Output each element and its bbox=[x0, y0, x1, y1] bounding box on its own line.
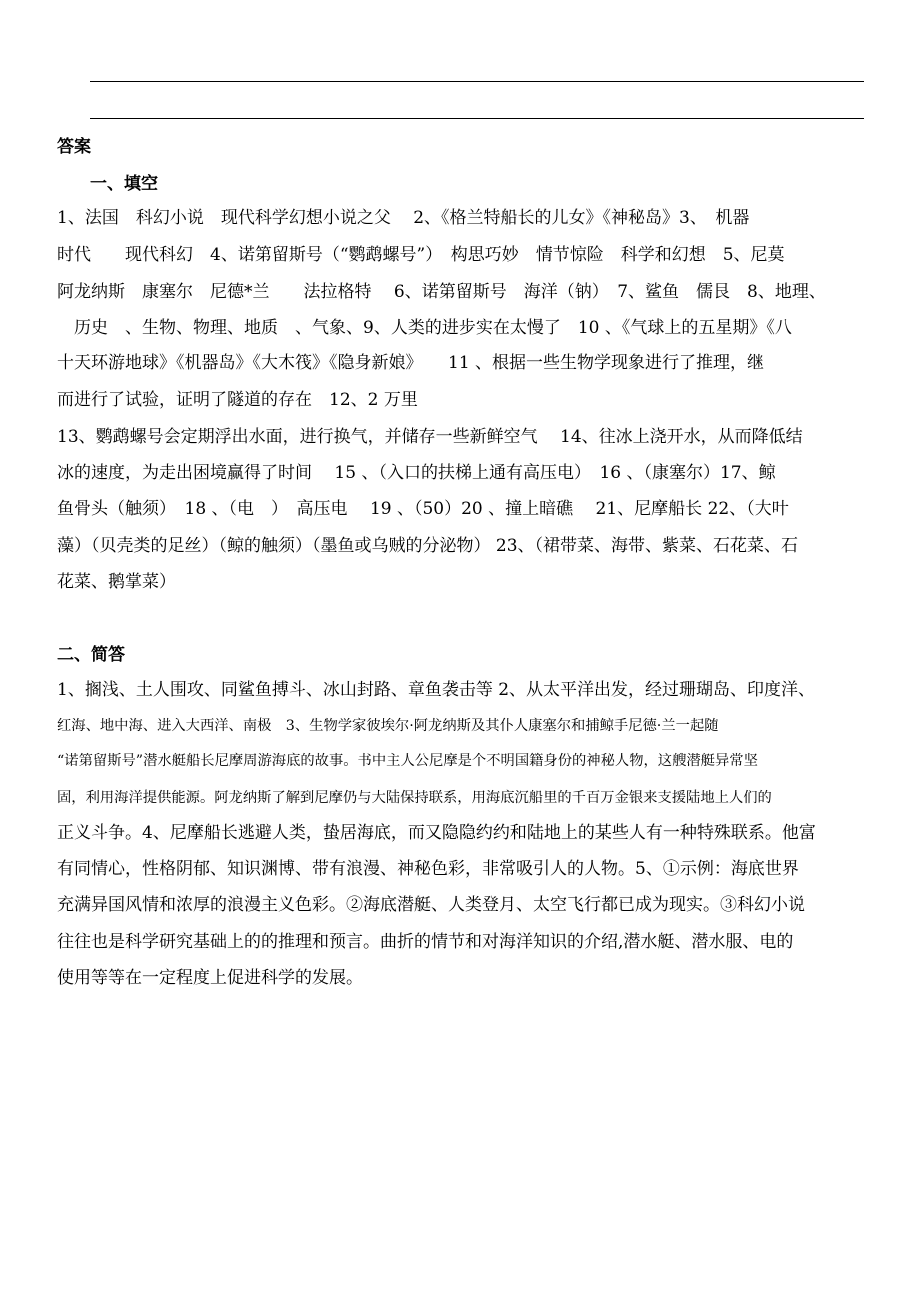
answer-line: 历史 、生物、物理、地质 、气象、9、人类的进步实在太慢了 10 、《气球上的五星期》《八 bbox=[57, 318, 792, 338]
answer-line: 红海、地中海、进入大西洋、南极 3、生物学家彼埃尔·阿龙纳斯及其仆人康塞尔和捕鲸手尼德·兰一起随 bbox=[57, 718, 719, 734]
answer-line: 13、鹦鹉螺号会定期浮出水面，进行换气，并储存一些新鲜空气 14、往冰上浇开水，从而降低结 bbox=[57, 427, 803, 447]
answer-line: 充满异国风情和浓厚的浪漫主义色彩。②海底潜艇、人类登月、太空飞行都已成为现实。③科幻小说 bbox=[57, 895, 805, 915]
answer-line: 阿龙纳斯 康塞尔 尼德*兰 法拉格特 6、诺第留斯号 海洋（钠） 7、鲨鱼 儒艮 8、地理、 bbox=[57, 282, 826, 302]
answer-line: 1、法国 科幻小说 现代科学幻想小说之父 2、《格兰特船长的儿女》《神秘岛》3、 机器 bbox=[57, 208, 750, 228]
answer-line: 鱼骨头（触须） 18 、（电 ） 高压电 19 、（50）20 、撞上暗礁 21、尼摩船长 22、（大叶 bbox=[57, 499, 789, 519]
answer-line: 正义斗争。4、尼摩船长逃避人类，蛰居海底，而又隐隐约约和陆地上的某些人有一种特殊联系。他富 bbox=[57, 823, 816, 843]
answer-line: 而进行了试验，证明了隧道的存在 12、2 万里 bbox=[57, 390, 418, 410]
answer-blank-line bbox=[90, 81, 864, 82]
section-fill-blank-title: 一、填空 bbox=[90, 174, 158, 194]
answer-line: 花菜、鹅掌菜） bbox=[57, 572, 176, 592]
answer-line: 使用等等在一定程度上促进科学的发展。 bbox=[57, 968, 363, 988]
section-short-answer-title: 二、简答 bbox=[57, 645, 125, 665]
answer-line: 冰的速度，为走出困境赢得了时间 15 、（入口的扶梯上通有高压电） 16 、（康塞尔）17、鲸 bbox=[57, 463, 776, 483]
answer-line: 时代 现代科幻 4、诺第留斯号（“鹦鹉螺号”） 构思巧妙 情节惊险 科学和幻想 5、尼莫 bbox=[57, 245, 785, 265]
answer-line: 有同情心，性格阴郁、知识渊博、带有浪漫、神秘色彩，非常吸引人的人物。5、①示例：海底世界 bbox=[57, 859, 799, 879]
answer-line: 固，利用海洋提供能源。阿龙纳斯了解到尼摩仍与大陆保持联系，用海底沉船里的千百万金银来支援陆地上人们的 bbox=[57, 790, 772, 806]
answer-line: 十天环游地球》《机器岛》《大木筏》《隐身新娘》 11 、根据一些生物学现象进行了推理，继 bbox=[57, 353, 765, 373]
answer-line: 藻）（贝壳类的足丝）（鲸的触须）（墨鱼或乌贼的分泌物） 23、（裙带菜、海带、紫菜、石花菜、石 bbox=[57, 536, 799, 556]
answer-blank-line bbox=[90, 118, 864, 119]
answer-heading: 答案 bbox=[57, 137, 91, 157]
answer-line: 1、搁浅、土人围攻、同鲨鱼搏斗、冰山封路、章鱼袭击等 2、从太平洋出发，经过珊瑚岛、印度洋、 bbox=[57, 680, 816, 700]
answer-line: 往往也是科学研究基础上的的推理和预言。曲折的情节和对海洋知识的介绍,潜水艇、潜水服、电的 bbox=[57, 932, 794, 952]
answer-line: “诺第留斯号”潜水艇船长尼摩周游海底的故事。书中主人公尼摩是个不明国籍身份的神秘人物，这艘潜艇异常坚 bbox=[57, 753, 758, 769]
